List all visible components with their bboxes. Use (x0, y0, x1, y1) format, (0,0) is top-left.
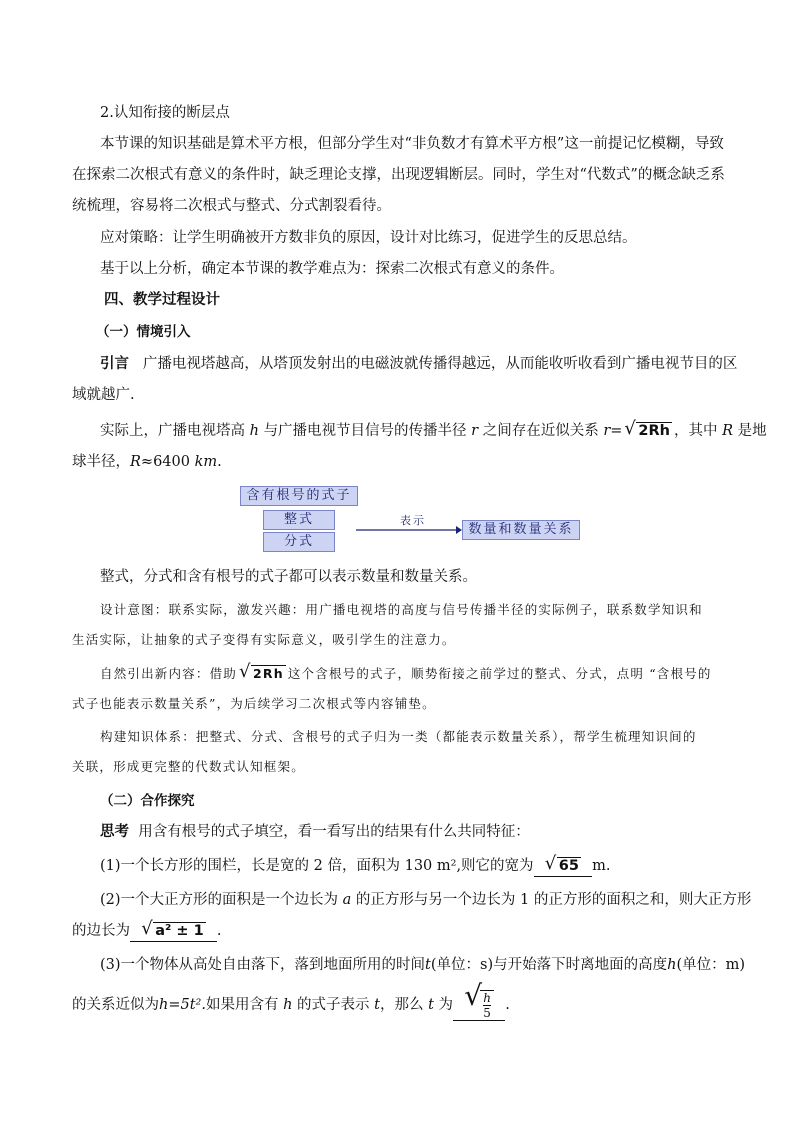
text: 是地 (737, 423, 767, 439)
text: m. (592, 858, 611, 874)
equation: h=5t². (159, 997, 206, 1013)
box-polynomial: 整式 (263, 510, 335, 530)
sqrt-a2-1: √ a² ± 1 (141, 918, 204, 939)
text: 这个含根号的式子，顺势衔接之前学过的整式、分式，点明 “含根号的 (287, 666, 712, 681)
box-radical-expr: 含有根号的式子 (240, 486, 358, 506)
var-t: t (425, 957, 431, 973)
text: 的关系近似为 (72, 997, 159, 1013)
text: 自然引出新内容：借助 (100, 666, 238, 681)
paragraph-line: 本节课的知识基础是算术平方根，但部分学生对“非负数才有算术平方根”这一前提记忆模糊，导致 (100, 136, 724, 152)
intro-text: 广播电视塔越高，从塔顶发射出的电磁波就传播得越远，从而能收听收看到广播电视节目的区 (142, 356, 738, 372)
text: 之间存在近似关系 (482, 423, 599, 439)
text: ，其中 (674, 423, 718, 439)
sqrt-body: 2Rh (253, 666, 284, 681)
text: 的正方形与另一个边长为 1 的正方形的面积之和，则大正方形 (355, 892, 752, 908)
question-1 (100, 853, 728, 877)
numerator: h (483, 991, 491, 1005)
text: ，那么 (379, 997, 424, 1013)
heading-4-1: （一）情境引入 (96, 324, 191, 340)
text: (1)一个长方形的围栏，长是宽的 2 倍，面积为 130 m²,则它的宽为 (100, 858, 534, 874)
intro-line (100, 354, 738, 374)
var-h: h (283, 997, 293, 1013)
fraction (480, 990, 494, 1020)
text: (3)一个物体从高处自由落下，落到地面所用的时间 (100, 957, 426, 973)
text: 与广播电视节目信号的传播半径 (263, 423, 467, 439)
arrow-label: 表示 (400, 514, 426, 527)
intro-line-2: 域就越广. (72, 387, 135, 403)
relation-line (100, 418, 767, 441)
summary-line: 整式，分式和含有根号的式子都可以表示数量和数量关系。 (100, 569, 477, 585)
text: 的式子表示 (297, 997, 370, 1013)
var-h: h (249, 423, 259, 439)
var-R: R (130, 454, 141, 470)
paragraph-line: 在探索二次根式有意义的条件时，缺乏理论支撑，出现逻辑断层。同时，学生对“代数式”的概念缺乏系 (72, 167, 725, 183)
var-a: a (342, 892, 352, 908)
sqrt-2rh: √ 2Rh (624, 418, 670, 439)
design-line: 构建知识体系：把整式、分式、含根号的式子归为一类（都能表示数量关系），帮学生梳理知识间的 (100, 729, 697, 744)
question-3-line-2: 的关系近似为h=5t².如果用含有 h 的式子表示 t，那么 t 为 √ $\frac{h}{5}$ . (72, 979, 510, 1020)
sqrt-body: 65 (558, 858, 579, 874)
sqrt-body: 2Rh (638, 423, 670, 439)
answer-blank (534, 853, 593, 877)
box-quantity-relation: 数量和数量关系 (462, 520, 580, 540)
denominator: 5 (483, 1006, 491, 1020)
var-h: h (667, 957, 677, 973)
text: 如果用含有 (205, 997, 279, 1013)
text: (单位：s)与开始落下时离地面的高度 (430, 957, 668, 973)
section-title-2: 2.认知衔接的断层点 (100, 105, 230, 121)
heading-4-2: （二）合作探究 (100, 793, 195, 809)
var-t: t (428, 997, 434, 1013)
text: 为 (438, 997, 454, 1013)
design-line: 式子也能表示数量关系”，为后续学习二次根式等内容铺垫。 (72, 696, 436, 711)
text: 实际上，广播电视塔高 (100, 423, 245, 439)
think-line (100, 822, 728, 842)
relation-line-2 (72, 452, 728, 472)
var-r: r (603, 423, 611, 439)
design-line: 关联，形成更完整的代数式认知框架。 (72, 759, 305, 774)
var-r: r (471, 423, 479, 439)
design-line: 生活实际，让抽象的式子变得有实际意义，吸引学生的注意力。 (72, 632, 456, 647)
text: 球半径， (72, 454, 130, 470)
think-label: 思考 (100, 823, 129, 840)
question-2-line-2: 的边长为 √ a² ± 1 . (72, 921, 728, 942)
sqrt-body: a² ± 1 (155, 923, 204, 939)
unit-km: km (194, 454, 218, 470)
intro-label: 引言 (100, 355, 129, 372)
heading-4: 四、教学过程设计 (104, 291, 220, 308)
question-2 (100, 890, 752, 910)
paragraph-line: 应对策略：让学生明确被开方数非负的原因，设计对比练习，促进学生的反思总结。 (100, 230, 637, 246)
var-t: t (374, 997, 380, 1013)
text: 用含有根号的式子填空，看一看写出的结果有什么共同特征： (138, 824, 530, 840)
text: 的边长为 (72, 923, 130, 939)
text: . (217, 454, 222, 470)
paragraph-line: 基于以上分析，确定本节课的教学难点为：探索二次根式有意义的条件。 (100, 261, 564, 277)
design-line: 设计意图：联系实际，激发兴趣：用广播电视塔的高度与信号传播半径的实际例子，联系数学知识和 (100, 602, 703, 617)
arrow-icon (356, 524, 462, 536)
sqrt-h-over-5: √ $\frac{h}{5}$ (464, 990, 494, 1020)
text: (单位：m) (676, 957, 746, 973)
text: (2)一个大正方形的面积是一个边长为 (100, 892, 339, 908)
sqrt-65: √ 65 (544, 853, 579, 874)
paragraph-line: 统梳理，容易将二次根式与整式、分式割裂看待。 (72, 198, 391, 214)
answer-blank (453, 979, 505, 1021)
text: ≈6400 (140, 454, 190, 470)
sqrt-2rh: √ 2Rh (239, 661, 284, 682)
design-line (100, 661, 728, 684)
question-3 (100, 955, 746, 975)
box-fraction: 分式 (263, 532, 335, 552)
equals: = (610, 423, 623, 439)
var-R: R (722, 423, 734, 439)
